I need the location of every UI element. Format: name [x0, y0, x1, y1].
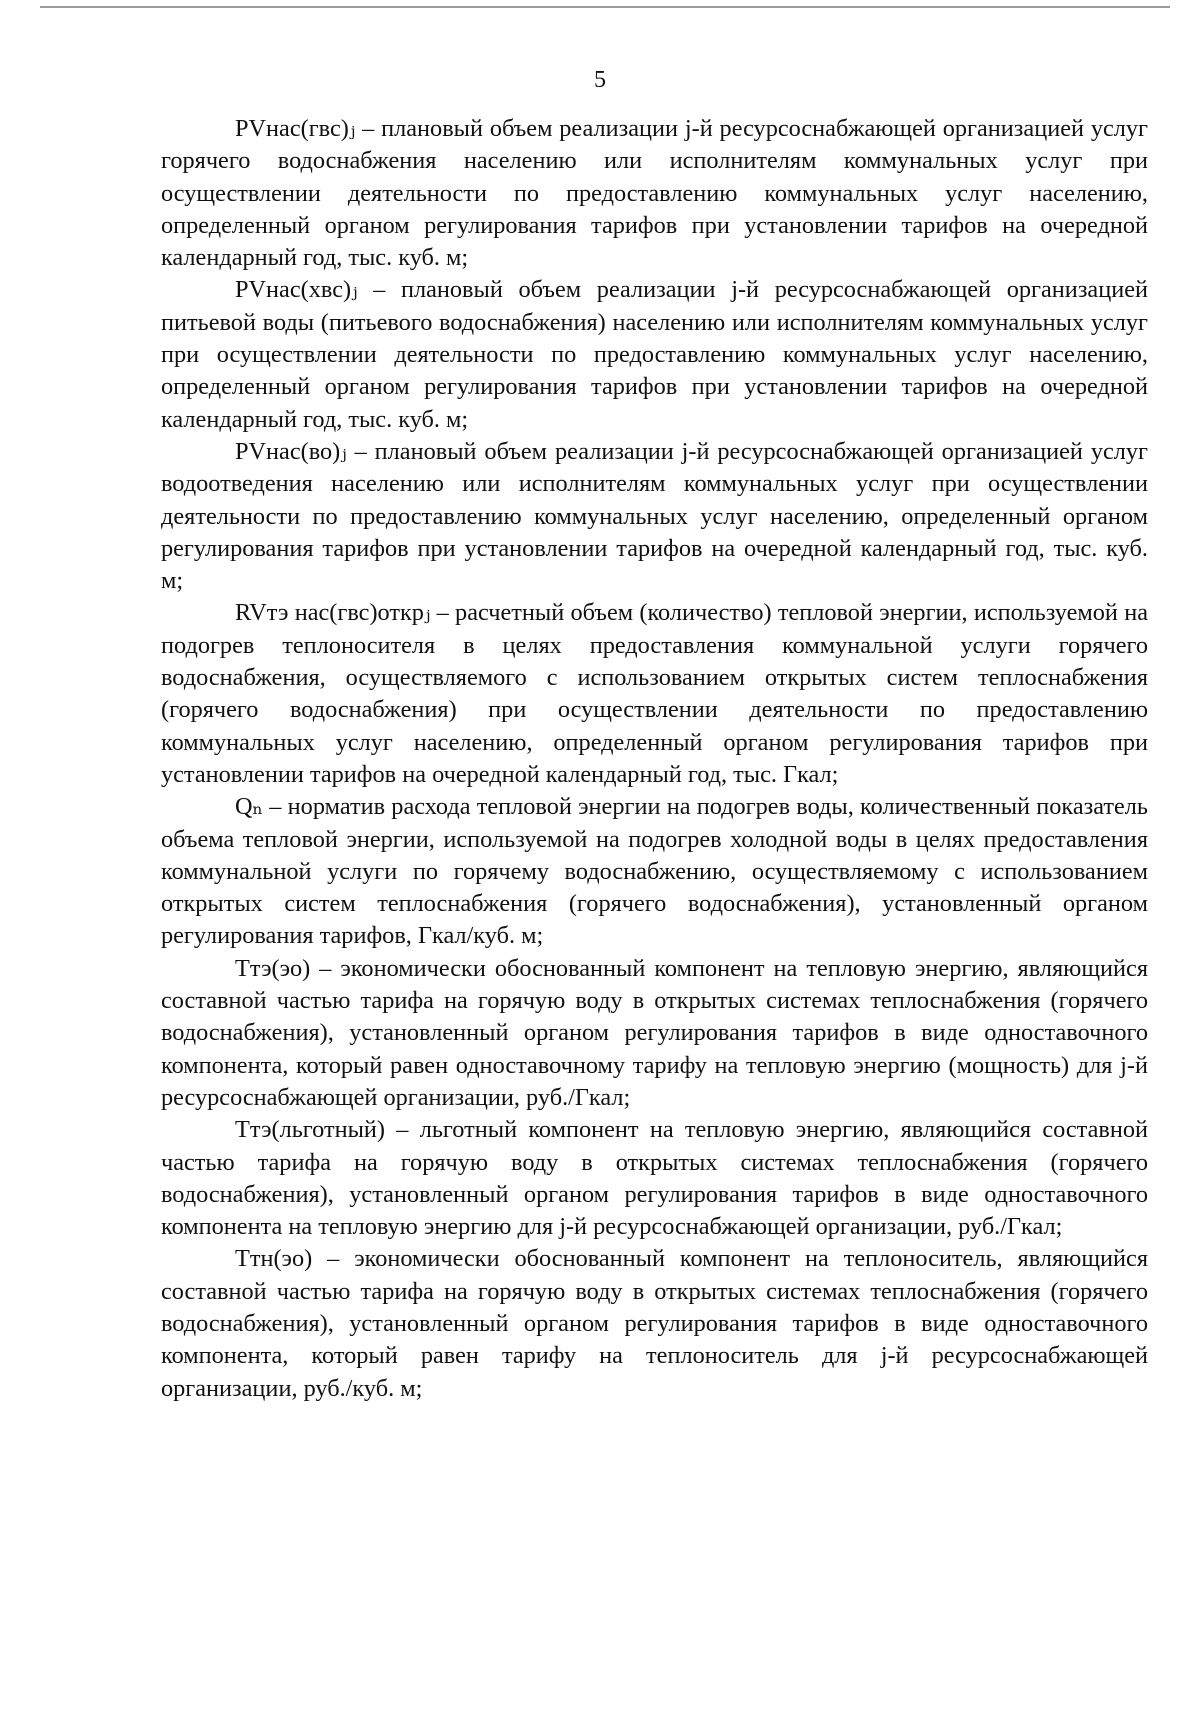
page-number: 5 [594, 67, 606, 93]
definition-pvnas-vo: PVнас(во)ⱼ – плановый объем реализации j-й ресурсоснабжающей организацией услуг водоотведения населению или исполнителям коммунальных услуг при осуществлении деятельности по предоставлению коммунальных услуг населению, определенный органом регулирования тарифов при установлении тарифов на очередной календарный год, тыс. куб. м; [161, 437, 1148, 595]
scan-top-edge [40, 6, 1170, 8]
definition-pvnas-hvs: PVнас(хвс)ⱼ – плановый объем реализации j-й ресурсоснабжающей организацией питьевой воды (питьевого водоснабжения) населению или исполнителям коммунальных услуг при осуществлении деятельности по предоставлению коммунальных услуг населению, определенный органом регулирования тарифов при установлении тарифов на очередной календарный год, тыс. куб. м; [161, 276, 1148, 433]
definition-ttn-eo: Tтн(эо) – экономически обоснованный компонент на теплоноситель, являющийся составной частью тарифа на горячую воду в открытых системах теплоснабжения (горячего водоснабжения), установленный органом регулирования тарифов в виде одноставочного компонента, который равен тарифу на теплоноситель для j-й ресурсоснабжающей организации, руб./куб. м; [161, 1245, 1148, 1402]
definition-rvte-nas-gvs-otkr: RVтэ нас(гвс)открⱼ – расчетный объем (количество) тепловой энергии, используемой на подогрев теплоносителя в целях предоставления коммунальной услуги горячего водоснабжения, осуществляемого с использованием открытых систем теплоснабжения (горячего водоснабжения) при осуществлении деятельности по предоставлению коммунальных услуг населению, определенный органом регулирования тарифов при установлении тарифов на очередной календарный год, тыс. Гкал; [161, 599, 1148, 788]
document-body [161, 113, 1148, 1405]
definition-pvnas-gvs: PVнас(гвс)ⱼ – плановый объем реализации j-й ресурсоснабжающей организацией услуг горячего водоснабжения населению или исполнителям коммунальных услуг при осуществлении деятельности по предоставлению коммунальных услуг населению, определенный органом регулирования тарифов при установлении тарифов на очередной календарный год, тыс. куб. м; [161, 115, 1148, 272]
definition-tte-lgotny: Tтэ(льготный) – льготный компонент на тепловую энергию, являющийся составной частью тарифа на горячую воду в открытых системах теплоснабжения (горячего водоснабжения), установленный органом регулирования тарифов в виде одноставочного компонента на тепловую энергию для j-й ресурсоснабжающей организации, руб./Гкал; [161, 1116, 1148, 1241]
definition-tte-eo: Tтэ(эо) – экономически обоснованный компонент на тепловую энергию, являющийся составной частью тарифа на горячую воду в открытых системах теплоснабжения (горячего водоснабжения), установленный органом регулирования тарифов в виде одноставочного компонента, который равен одноставочному тарифу на тепловую энергию (мощность) для j-й ресурсоснабжающей организации, руб./Гкал; [161, 954, 1148, 1111]
definition-qn: Qₙ – норматив расхода тепловой энергии на подогрев воды, количественный показатель объема тепловой энергии, используемой на подогрев холодной воды в целях предоставления коммунальной услуги по горячему водоснабжению, осуществляемому с использованием открытых систем теплоснабжения (горячего водоснабжения), установленный органом регулирования тарифов, Гкал/куб. м; [161, 793, 1148, 950]
